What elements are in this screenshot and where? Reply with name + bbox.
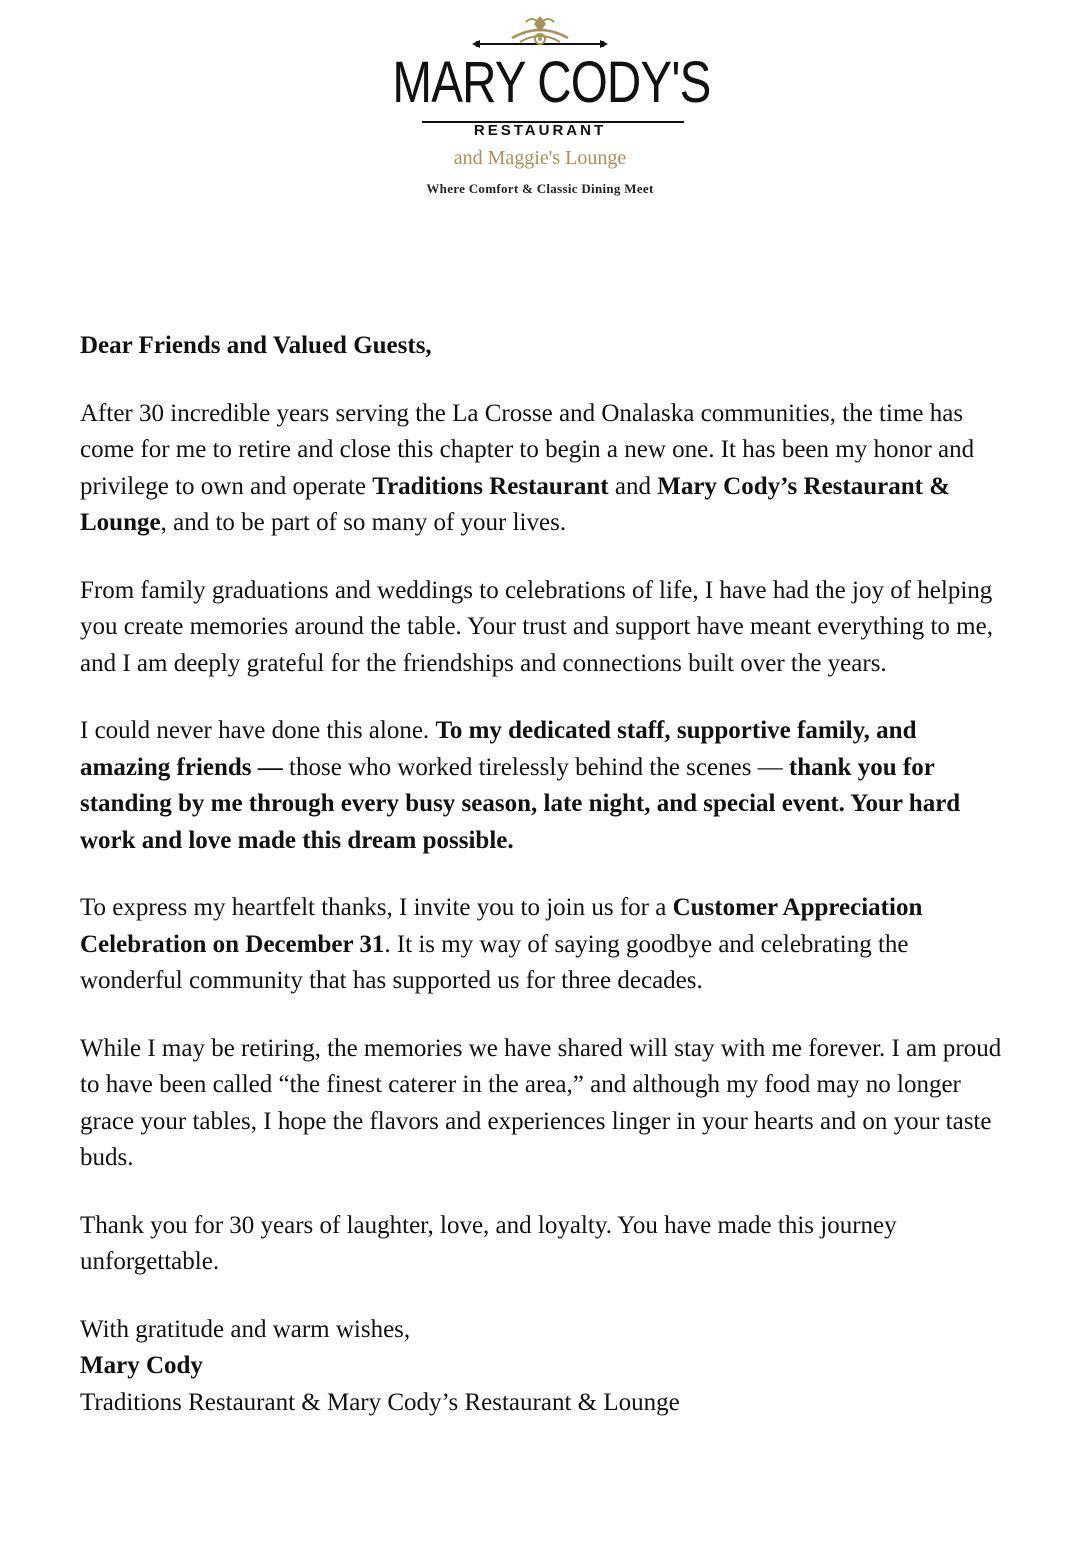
p1-bold-marycodys: Mary Cody’s Restaurant & Lounge xyxy=(80,472,951,536)
signature-name: Mary Cody xyxy=(80,1352,203,1379)
paragraph-thank-you: Thank you for 30 years of laughter, love, and loyalty. You have made this journey unforgettable. xyxy=(80,1211,897,1275)
closing: With gratitude and warm wishes, xyxy=(80,1315,411,1343)
paragraph-memories: From family graduations and weddings to celebrations of life, I have had the joy of helping you create memories around the table. Your trust and support have meant everything to me, and I am deeply grateful for the friendships and connections built over the years. xyxy=(80,576,993,677)
paragraph-thanks-staff xyxy=(80,713,1010,859)
p4-bold-celebration: Customer Appreciation Celebration on December 31 xyxy=(80,894,923,958)
p1-text-c: and xyxy=(608,472,658,500)
logo-name: MARY CODY'S xyxy=(392,50,711,115)
p3-bold-a: To my dedicated staff, supportive family, and amazing friends — xyxy=(80,717,917,781)
logo-tagline: Where Comfort & Classic Dining Meet xyxy=(426,181,654,196)
p4-text-c: . It is my way of saying goodbye and celebrating the wonderful community that has supported us for three decades. xyxy=(80,930,909,994)
logo-restaurant-label: RESTAURANT xyxy=(473,122,607,139)
paragraph-retiring: While I may be retiring, the memories we have shared will stay with me forever. I am proud to have been called “the finest caterer in the area,” and although my food may no longer grace your tables, I hope the flavors and experiences linger in your hearts and on your taste buds. xyxy=(80,1034,1002,1171)
paragraph-celebration xyxy=(80,890,1010,1000)
letter-body xyxy=(80,328,1010,1421)
p4-text-a: To express my heartfelt thanks, I invite you to join us for a xyxy=(80,894,673,921)
salutation: Dear Friends and Valued Guests, xyxy=(80,332,432,359)
logo-lounge-label: and Maggie's Lounge xyxy=(453,147,627,169)
p3-text-c: those who worked tirelessly behind the scenes — xyxy=(282,753,789,781)
p3-text-a: I could never have done this alone. xyxy=(80,717,436,744)
restaurant-logo xyxy=(360,8,720,208)
signature-title: Traditions Restaurant & Mary Cody’s Restaurant & Lounge xyxy=(80,1388,680,1416)
p1-text-d: , and to be part of so many of your lives. xyxy=(160,509,567,536)
p1-text-a: After 30 incredible years serving the La Crosse and Onalaska communities, the time has come for me to retire and close this chapter to begin a new one. It has been my honor and privilege to own and operate xyxy=(80,399,975,500)
p3-bold-b: thank you for standing by me through every busy season, late night, and special event. Your hard work and love made this dream possible. xyxy=(80,753,961,854)
paragraph-retirement xyxy=(80,396,1010,542)
p1-bold-traditions: Traditions Restaurant xyxy=(372,472,609,500)
